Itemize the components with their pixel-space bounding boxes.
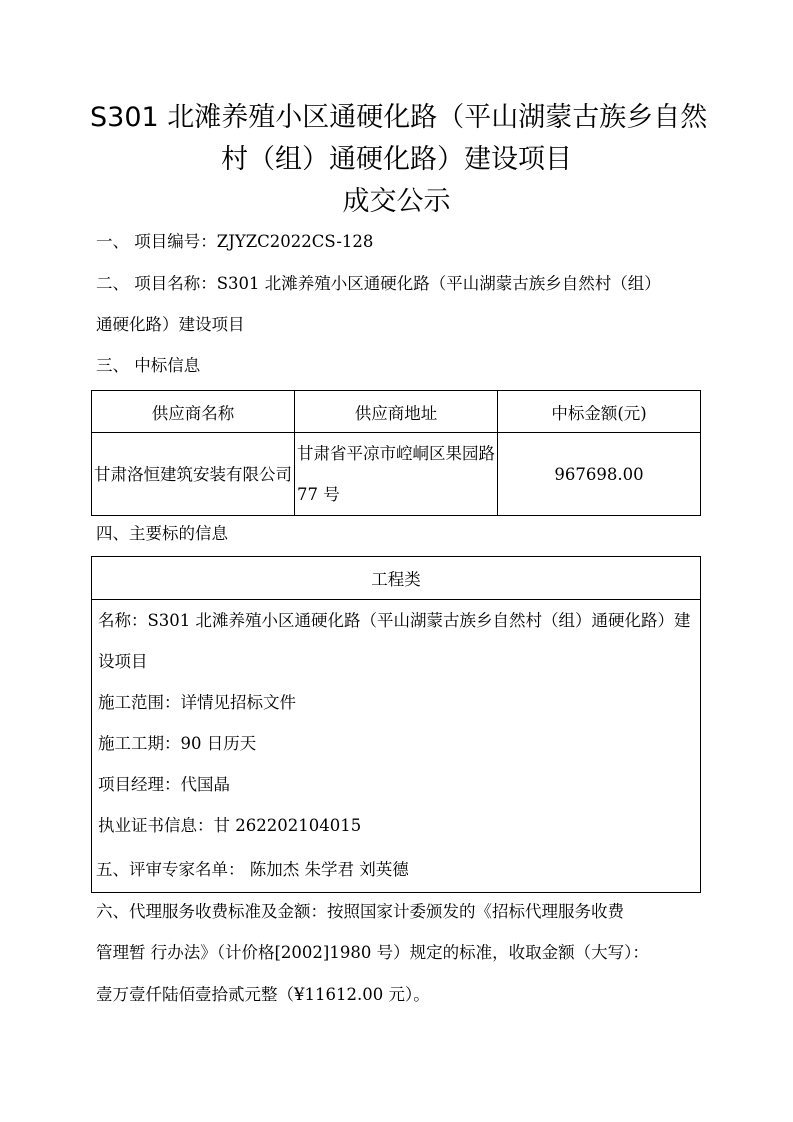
- agency-fee-line-3: 壹万壹仟陆佰壹拾贰元整（¥11612.00 元）。: [96, 985, 430, 1004]
- header-supplier-name: 供应商名称: [92, 391, 295, 433]
- table-header-row: [92, 391, 701, 433]
- cell-supplier-address: [295, 433, 498, 516]
- license-info: 执业证书信息：甘 262202104015: [98, 816, 362, 835]
- supplier-address: 甘肃省平凉市崆峒区果园路 77 号: [297, 444, 495, 504]
- title-line-3: 成交公示: [342, 186, 451, 217]
- construction-period: 施工工期：90 日历天: [98, 734, 257, 753]
- subject-details-cell: [92, 600, 701, 893]
- project-name-line-1: 二、 项目名称：S301 北滩养殖小区通硬化路（平山湖蒙古族乡自然村（组）: [96, 274, 661, 293]
- header-bid-amount: 中标金额(元): [498, 391, 701, 433]
- project-number: 一、 项目编号：ZJYZC2022CS-128: [96, 232, 374, 251]
- title-line-1: S301 北滩养殖小区通硬化路（平山湖蒙古族乡自然: [90, 102, 708, 133]
- expert-list: 五、评审专家名单： 陈加杰 朱学君 刘英德: [96, 860, 409, 879]
- project-manager: 项目经理：代国晶: [98, 775, 230, 794]
- agency-fee-line-2: 管理暂 行办法》（计价格[2002]1980 号）规定的标准，收取金额（大写）：: [96, 943, 649, 962]
- table-header-row: [92, 557, 701, 600]
- subject-info-table: [91, 556, 701, 893]
- cell-bid-amount: 967698.00: [498, 433, 701, 516]
- agency-fee-line-1: 六、代理服务收费标准及金额：按照国家计委颁发的《招标代理服务收费: [96, 902, 624, 921]
- construction-scope: 施工范围：详情见招标文件: [98, 693, 296, 712]
- header-engineering-type: 工程类: [92, 557, 701, 600]
- section-bid-info: 三、 中标信息: [96, 356, 201, 375]
- subject-name: 名称：S301 北滩养殖小区通硬化路（平山湖蒙古族乡自然村（组）通硬化路）建设项目: [98, 611, 691, 671]
- table-row: [92, 600, 701, 893]
- supplier-name: 甘肃洛恒建筑安装有限公司: [94, 464, 292, 484]
- table-row: [92, 433, 701, 516]
- header-supplier-address: 供应商地址: [295, 391, 498, 433]
- title-line-2: 村（组）通硬化路）建设项目: [221, 144, 572, 175]
- cell-supplier-name: [92, 433, 295, 516]
- bid-info-table: [91, 390, 701, 516]
- project-name-line-2: 通硬化路）建设项目: [96, 315, 245, 334]
- section-subject-info: 四、主要标的信息: [96, 524, 228, 543]
